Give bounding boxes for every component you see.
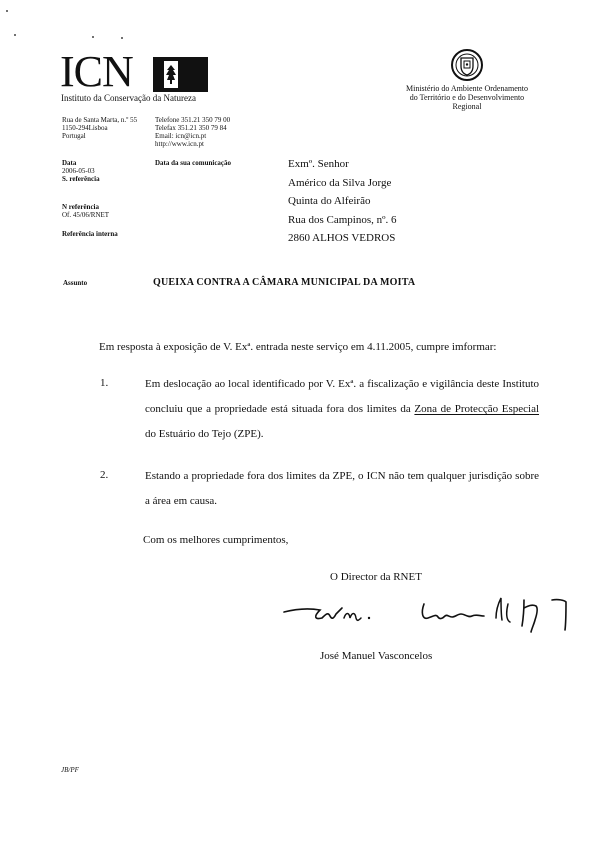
email-line: Email: icn@icn.pt	[155, 132, 207, 140]
typist-initials: JB/PF	[61, 766, 79, 774]
item-1-text-end: do Estuário do Tejo (ZPE).	[145, 428, 264, 440]
icn-logo: ICN	[60, 47, 133, 96]
our-reference-block	[62, 203, 109, 219]
logo-subtitle: Instituto da Conservação da Natureza	[61, 93, 196, 103]
zpe-underlined-term: Zona de Protecção Especial	[414, 403, 540, 415]
scan-speck	[92, 36, 94, 38]
address-line: Portugal	[62, 132, 86, 140]
date-label: Data	[62, 159, 77, 167]
recipient-line: Rua dos Campinos, nº. 6	[288, 213, 397, 226]
recipient-line: Exmº. Senhor	[288, 158, 349, 170]
recipient-address	[288, 155, 397, 248]
intro-paragraph: Em resposta à exposição de V. Exª. entrada neste serviço em 4.11.2005, cumpre imformar:	[99, 341, 497, 353]
closing: Com os melhores cumprimentos,	[143, 534, 289, 546]
recipient-line: Quinta do Alfeirão	[288, 195, 371, 207]
recipient-line: 2860 ALHOS VEDROS	[288, 232, 396, 244]
phone-line: Telefone 351.21 350 79 00	[155, 116, 231, 124]
address-line: 1150-294Lisboa	[62, 124, 108, 132]
icn-logo-emblem	[153, 57, 208, 92]
coat-of-arms-icon	[449, 48, 485, 82]
subject-text: QUEIXA CONTRA A CÂMARA MUNICIPAL DA MOITA	[153, 277, 416, 288]
signatory-title: O Director da RNET	[330, 571, 422, 583]
recipient-line: Américo da Silva Jorge	[288, 176, 392, 189]
item-1-text: Em deslocação ao local identificado por V. Exª. a fiscalização e vigilância deste Instituto concluiu que a propriedade está situada fora dos limites da	[145, 378, 539, 415]
item-1-paragraph	[145, 372, 539, 447]
handwritten-signature	[282, 590, 572, 645]
internal-reference-label: Referência interna	[62, 230, 118, 238]
our-reference-label: N referência	[62, 203, 99, 211]
date-block	[62, 159, 100, 183]
communication-date-label: Data da sua comunicação	[155, 159, 232, 167]
scan-speck	[121, 37, 123, 39]
fax-line: Telefax 351.21 350 79 84	[155, 124, 227, 132]
our-reference-value: Of. 45/06/RNET	[62, 211, 110, 219]
ministry-name	[392, 84, 542, 111]
sender-contacts	[155, 116, 230, 148]
item-2-paragraph: Estando a propriedade fora dos limites da ZPE, o ICN não tem qualquer jurisdição sobre a área em causa.	[145, 470, 539, 507]
scan-speck	[14, 34, 16, 36]
tree-icon	[153, 57, 208, 92]
sender-address	[62, 116, 137, 140]
item-2-number: 2.	[100, 469, 109, 481]
item-1-number: 1.	[100, 377, 109, 389]
your-reference-label: S. referência	[62, 175, 100, 183]
ministry-line: Regional	[452, 102, 482, 111]
scan-speck	[6, 10, 8, 12]
ministry-line: do Território e do Desenvolvimento	[409, 93, 525, 102]
ministry-line: Ministério do Ambiente Ordenamento	[406, 84, 528, 93]
subject-label: Assunto	[63, 279, 88, 287]
date-value: 2006-05-03	[62, 167, 95, 175]
signatory-name: José Manuel Vasconcelos	[320, 650, 433, 662]
website-line: http://www.icn.pt	[155, 140, 204, 148]
address-line: Rua de Santa Marta, n.º 55	[62, 116, 138, 124]
